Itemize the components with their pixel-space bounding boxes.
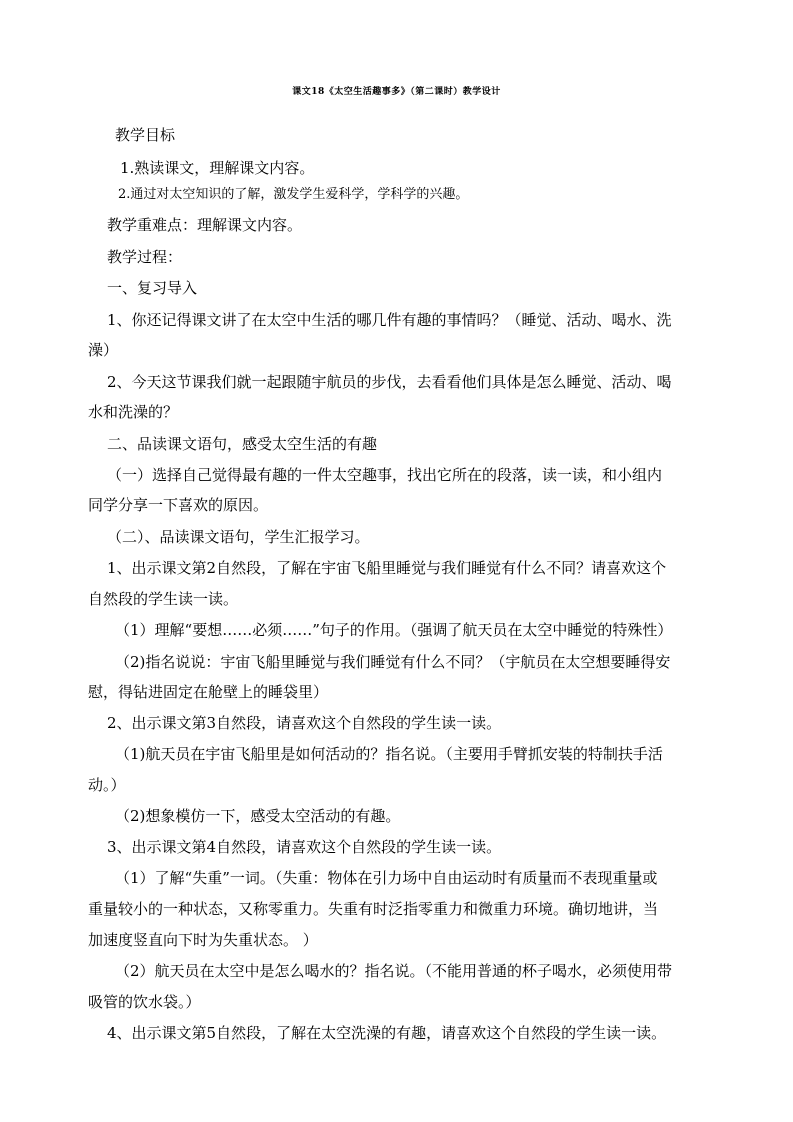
text-line: 1.熟读课文，理解课文内容。	[120, 159, 315, 177]
text-line: 吸管的饮水袋。）	[88, 993, 201, 1011]
text-line: （2)想象模仿一下，感受太空活动的有趣。	[115, 807, 401, 825]
text-line: （1）理解“要想……必须……”句子的作用。（强调了航天员在太空中睡觉的特殊性）	[115, 621, 673, 639]
text-line: 3、出示课文第4自然段，请喜欢这个自然段的学生读一读。	[107, 838, 502, 856]
text-line: 重量较小的一种状态，又称零重力。失重有时泛指零重力和微重力环境。确切地讲，当	[88, 900, 659, 918]
text-line: 教学目标	[115, 126, 176, 144]
text-line: 4、出示课文第5自然段，了解在太空洗澡的有趣，请喜欢这个自然段的学生读一读。	[107, 1024, 667, 1042]
text-line: 动。）	[88, 776, 126, 794]
text-line: （1）了解“失重”一词。（失重：物体在引力场中自由运动时有质量而不表现重量或	[115, 869, 658, 887]
text-line: 加速度竖直向下时为失重状态。 ）	[88, 931, 318, 949]
section-heading: 二、品读课文语句，感受太空生活的有趣	[107, 435, 378, 453]
text-line: 教学过程：	[107, 248, 183, 266]
text-line: 1、出示课文第2自然段，了解在宇宙飞船里睡觉与我们睡觉有什么不同？请喜欢这个	[107, 559, 667, 577]
text-line: 教学重难点：理解课文内容。	[107, 216, 303, 234]
document-title: 课文18《太空生活趣事多》（第二课时）教学设计	[292, 87, 501, 97]
text-line: 自然段的学生读一读。	[88, 590, 239, 608]
text-line: （2)指名说说：宇宙飞船里睡觉与我们睡觉有什么不同？（宇航员在太空想要睡得安	[115, 653, 671, 671]
text-line: 1、你还记得课文讲了在太空中生活的哪几件有趣的事情吗？（睡觉、活动、喝水、洗	[107, 311, 672, 329]
text-line: 2、今天这节课我们就一起跟随宇航员的步伐，去看看他们具体是怎么睡觉、活动、喝	[107, 373, 672, 391]
text-line: （2）航天员在太空中是怎么喝水的？指名说。（不能用普通的杯子喝水，必须使用带	[115, 962, 673, 980]
text-line: （1)航天员在宇宙飞船里是如何活动的？指名说。（主要用手臂抓安装的特制扶手活	[115, 745, 663, 763]
text-line: 慰，得钻进固定在舱壁上的睡袋里）	[88, 683, 329, 701]
text-line: （二）、品读课文语句，学生汇报学习。	[107, 528, 370, 546]
section-heading: 一、复习导入	[107, 279, 198, 297]
text-line: 水和洗澡的？	[88, 403, 179, 421]
text-line: 同学分享一下喜欢的原因。	[88, 496, 269, 514]
text-line: （一）选择自己觉得最有趣的一件太空趣事，找出它所在的段落，读一读，和小组内	[107, 466, 663, 484]
text-line: 2、出示课文第3自然段，请喜欢这个自然段的学生读一读。	[107, 714, 502, 732]
text-line: 2.通过对太空知识的了解，激发学生爱科学，学科学的兴趣。	[118, 187, 469, 202]
text-line: 澡）	[88, 341, 119, 359]
